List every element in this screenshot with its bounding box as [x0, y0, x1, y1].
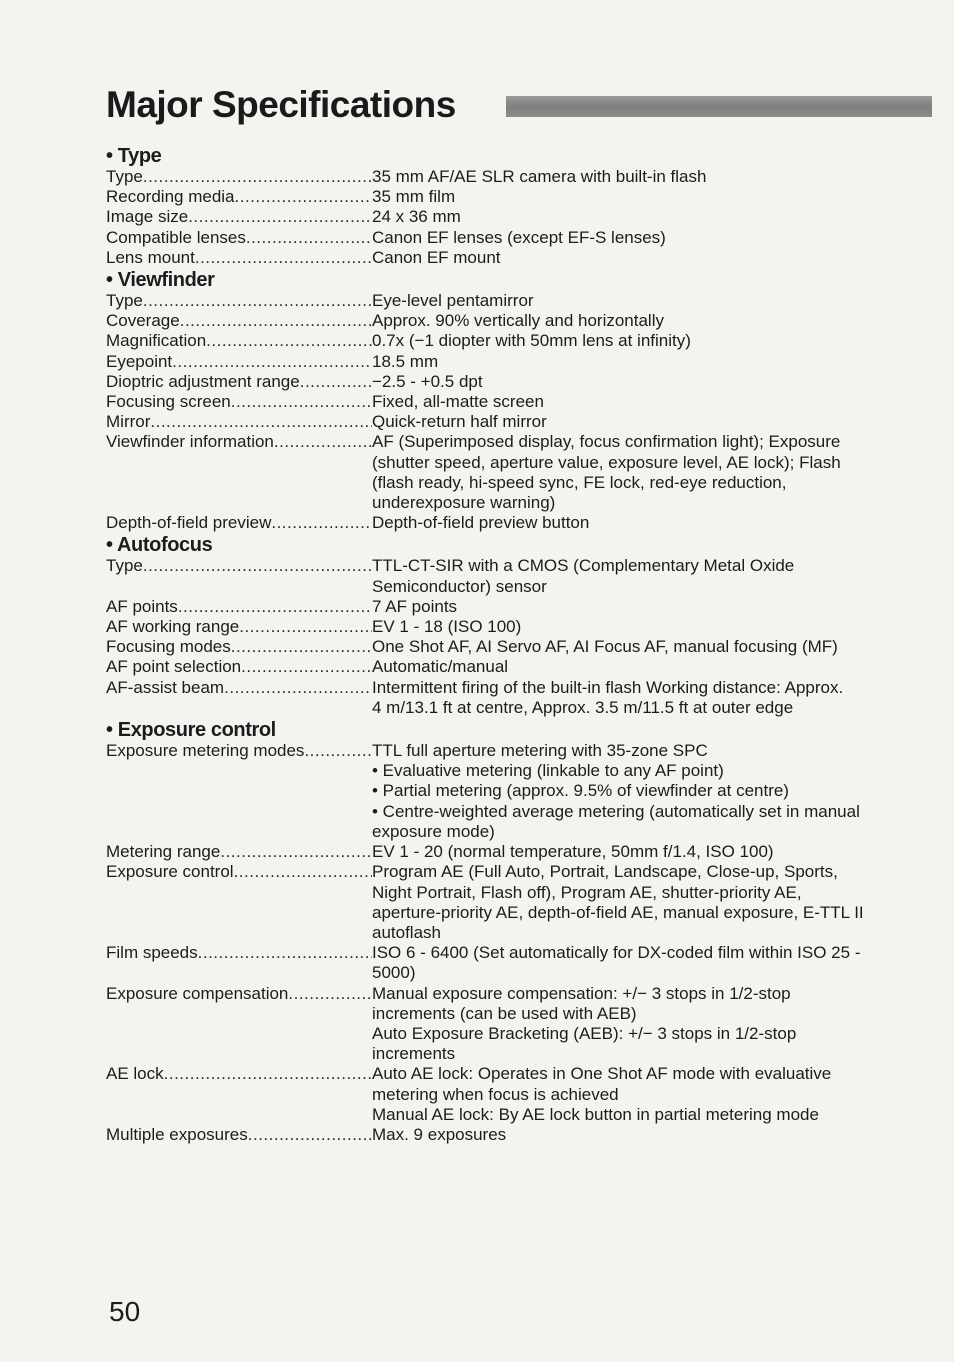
spec-label-cell	[106, 984, 372, 1004]
spec-label: AF point selection	[106, 657, 242, 677]
spec-label-cell	[106, 311, 372, 331]
spec-value-line: TTL full aperture metering with 35-zone SPC	[372, 741, 708, 761]
spec-row	[106, 862, 936, 943]
spec-value	[372, 291, 936, 311]
spec-value-line: One Shot AF, AI Servo AF, AI Focus AF, manual focusing (MF)	[372, 637, 838, 657]
spec-row	[106, 984, 936, 1065]
dot-leader	[231, 637, 372, 657]
spec-value-line: 35 mm film	[372, 187, 456, 207]
spec-value-line: Manual AE lock: By AE lock button in partial metering mode	[372, 1104, 819, 1124]
spec-value-line: Automatic/manual	[372, 657, 509, 677]
spec-label-cell	[106, 352, 372, 372]
dot-leader	[239, 617, 372, 637]
dot-leader	[180, 311, 372, 331]
spec-row	[106, 311, 936, 331]
title-decorative-bar	[506, 96, 932, 117]
spec-value-line: Canon EF lenses (except EF-S lenses)	[372, 227, 666, 247]
spec-label: Focusing screen	[106, 392, 231, 412]
spec-value-line: (shutter speed, aperture value, exposure level, AE lock); Flash	[372, 452, 841, 472]
spec-label-cell	[106, 657, 372, 677]
spec-label: Film speeds	[106, 943, 198, 963]
spec-value-line: −2.5 - +0.5 dpt	[372, 371, 483, 391]
spec-label: Exposure control	[106, 862, 234, 882]
dot-leader	[234, 862, 372, 882]
spec-value	[372, 207, 936, 227]
page-number: 50	[109, 1296, 141, 1327]
spec-value-line: increments (can be used with AEB)	[372, 1003, 637, 1023]
spec-label: Type	[106, 167, 143, 186]
spec-label-cell	[106, 597, 372, 617]
spec-row	[106, 187, 936, 207]
spec-value-line: Semiconductor) sensor	[372, 576, 547, 596]
page-title: Major Specifications	[106, 84, 456, 125]
spec-label: Eyepoint	[106, 351, 173, 371]
spec-label-cell	[106, 167, 372, 187]
spec-label: Viewfinder information	[106, 432, 274, 452]
spec-label-cell	[106, 207, 372, 227]
spec-label-cell	[106, 637, 372, 657]
spec-value-line: • Centre-weighted average metering (automatically set in manual	[372, 801, 860, 821]
spec-value-line: • Evaluative metering (linkable to any AF point)	[372, 761, 724, 781]
spec-row	[106, 637, 936, 657]
spec-value-line: Manual exposure compensation: +/− 3 stops in 1/2-stop	[372, 983, 791, 1003]
spec-label: Recording media	[106, 187, 235, 207]
spec-value-line: EV 1 - 20 (normal temperature, 50mm f/1.4, ISO 100)	[372, 842, 774, 862]
dot-leader	[195, 248, 372, 268]
dot-leader	[164, 1064, 372, 1084]
dot-leader	[143, 291, 372, 311]
spec-value-line: Program AE (Full Auto, Portrait, Landscape, Close-up, Sports,	[372, 862, 838, 882]
spec-value	[372, 943, 936, 983]
dot-leader	[143, 167, 372, 187]
section-type	[106, 145, 936, 268]
spec-value	[372, 392, 936, 412]
spec-value-line: exposure mode)	[372, 821, 495, 841]
spec-value-line: metering when focus is achieved	[372, 1084, 619, 1104]
spec-value-line: TTL-CT-SIR with a CMOS (Complementary Metal Oxide	[372, 556, 795, 576]
spec-label: Exposure compensation	[106, 983, 289, 1003]
spec-value	[372, 432, 936, 513]
spec-value-line: Eye-level pentamirror	[372, 291, 534, 311]
spec-row	[106, 207, 936, 227]
spec-value-line: 24 x 36 mm	[372, 207, 461, 227]
spec-label: Coverage	[106, 311, 180, 331]
spec-label-cell	[106, 842, 372, 862]
section-heading: • Autofocus	[106, 534, 213, 557]
dot-leader	[304, 741, 372, 761]
spec-row	[106, 678, 936, 718]
spec-value	[372, 556, 936, 596]
dot-leader	[231, 392, 372, 412]
dot-leader	[300, 372, 372, 392]
dot-leader	[172, 352, 372, 372]
spec-row	[106, 657, 936, 677]
dot-leader	[224, 678, 372, 698]
spec-value-line: AF (Superimposed display, focus confirmation light); Exposure	[372, 432, 841, 452]
spec-value-line: 5000)	[372, 963, 416, 983]
spec-row	[106, 248, 936, 268]
spec-label: AF points	[106, 596, 178, 616]
spec-label: Lens mount	[106, 247, 195, 267]
spec-label: Exposure metering modes	[106, 741, 305, 761]
dot-leader	[271, 513, 372, 533]
section-viewfinder	[106, 269, 936, 533]
spec-value-line: • Partial metering (approx. 9.5% of viewfinder at centre)	[372, 781, 789, 801]
spec-label-cell	[106, 432, 372, 452]
spec-value	[372, 741, 936, 842]
spec-value-line: Approx. 90% vertically and horizontally	[372, 311, 664, 331]
spec-label-cell	[106, 617, 372, 637]
spec-label-cell	[106, 1064, 372, 1084]
spec-value-line: 0.7x (−1 diopter with 50mm lens at infinity)	[372, 331, 691, 351]
spec-value	[372, 228, 936, 248]
spec-label-cell	[106, 513, 372, 533]
spec-row	[106, 943, 936, 983]
spec-value	[372, 167, 936, 187]
dot-leader	[178, 597, 372, 617]
spec-value-line: 35 mm AF/AE SLR camera with built-in flash	[372, 167, 707, 186]
dot-leader	[248, 1125, 372, 1145]
spec-value-line: Night Portrait, Flash off), Program AE, shutter-priority AE,	[372, 882, 802, 902]
spec-value	[372, 862, 936, 943]
spec-value-line: underexposure warning)	[372, 493, 556, 513]
spec-value	[372, 412, 936, 432]
dot-leader	[198, 943, 372, 963]
spec-value	[372, 984, 936, 1065]
spec-label-cell	[106, 741, 372, 761]
dot-leader	[246, 228, 372, 248]
spec-label: Magnification	[106, 331, 207, 351]
spec-label: Dioptric adjustment range	[106, 371, 300, 391]
dot-leader	[288, 984, 372, 1004]
spec-value-line: Auto Exposure Bracketing (AEB): +/− 3 stops in 1/2-stop	[372, 1023, 797, 1043]
dot-leader	[150, 412, 372, 432]
spec-row	[106, 228, 936, 248]
spec-label-cell	[106, 943, 372, 963]
spec-label: AF working range	[106, 617, 240, 637]
spec-row	[106, 741, 936, 842]
dot-leader	[206, 331, 372, 351]
spec-value-line: 7 AF points	[372, 596, 458, 616]
spec-value-line: (flash ready, hi-speed sync, FE lock, red-eye reduction,	[372, 472, 787, 492]
spec-label-cell	[106, 291, 372, 311]
spec-label: Multiple exposures	[106, 1124, 248, 1144]
spec-value-line: Intermittent firing of the built-in flash Working distance: Approx.	[372, 677, 844, 697]
spec-row	[106, 291, 936, 311]
spec-value	[372, 311, 936, 331]
spec-value	[372, 678, 936, 718]
spec-label: Mirror	[106, 412, 151, 432]
spec-row	[106, 331, 936, 351]
spec-row	[106, 1125, 936, 1145]
spec-row	[106, 1064, 936, 1125]
spec-row	[106, 597, 936, 617]
spec-label-cell	[106, 1125, 372, 1145]
spec-value	[372, 637, 936, 657]
spec-label-cell	[106, 187, 372, 207]
spec-value	[372, 597, 936, 617]
spec-label: Type	[106, 556, 143, 576]
spec-label-cell	[106, 862, 372, 882]
spec-label-cell	[106, 556, 372, 576]
specifications-list	[106, 144, 936, 1145]
spec-label: Focusing modes	[106, 637, 231, 657]
section-exposure-control	[106, 719, 936, 1145]
spec-label: Compatible lenses	[106, 227, 246, 247]
spec-row	[106, 392, 936, 412]
spec-label: Depth-of-field preview	[106, 513, 272, 533]
spec-value	[372, 842, 936, 862]
dot-leader	[235, 187, 372, 207]
dot-leader	[220, 842, 372, 862]
spec-value-line: 18.5 mm	[372, 351, 439, 371]
spec-row	[106, 513, 936, 533]
spec-label-cell	[106, 392, 372, 412]
spec-row	[106, 617, 936, 637]
spec-label-cell	[106, 248, 372, 268]
spec-value-line: increments	[372, 1044, 456, 1064]
section-autofocus	[106, 534, 936, 718]
spec-value-line: 4 m/13.1 ft at centre, Approx. 3.5 m/11.5 ft at outer edge	[372, 697, 794, 717]
spec-row	[106, 842, 936, 862]
section-heading: • Type	[106, 145, 162, 167]
spec-label: AE lock	[106, 1064, 164, 1084]
spec-value-line: Quick-return half mirror	[372, 412, 547, 432]
spec-value	[372, 1064, 936, 1125]
spec-label: AF-assist beam	[106, 677, 225, 697]
spec-label-cell	[106, 412, 372, 432]
spec-value	[372, 331, 936, 351]
spec-row	[106, 167, 936, 187]
spec-label: Metering range	[106, 842, 221, 862]
dot-leader	[188, 207, 372, 227]
dot-leader	[143, 556, 372, 576]
spec-row	[106, 432, 936, 513]
spec-value	[372, 1125, 936, 1145]
spec-value	[372, 372, 936, 392]
spec-value	[372, 187, 936, 207]
spec-value-line: autoflash	[372, 922, 441, 942]
spec-label: Type	[106, 291, 143, 311]
spec-value-line: Depth-of-field preview button	[372, 513, 590, 533]
spec-value	[372, 513, 936, 533]
spec-label: Image size	[106, 207, 189, 227]
spec-label-cell	[106, 678, 372, 698]
dot-leader	[241, 657, 372, 677]
spec-value-line: aperture-priority AE, depth-of-field AE, manual exposure, E-TTL II	[372, 902, 864, 922]
section-heading: • Viewfinder	[106, 269, 215, 292]
spec-value	[372, 657, 936, 677]
spec-row	[106, 352, 936, 372]
spec-label-cell	[106, 331, 372, 351]
spec-value-line: Fixed, all-matte screen	[372, 392, 544, 412]
spec-value-line: EV 1 - 18 (ISO 100)	[372, 617, 522, 637]
spec-value-line: Canon EF mount	[372, 247, 501, 267]
section-heading: • Exposure control	[106, 719, 276, 742]
spec-value	[372, 248, 936, 268]
spec-row	[106, 372, 936, 392]
spec-row	[106, 556, 936, 596]
spec-value-line: Max. 9 exposures	[372, 1124, 507, 1144]
spec-value-line: ISO 6 - 6400 (Set automatically for DX-coded film within ISO 25 -	[372, 943, 861, 963]
spec-label-cell	[106, 228, 372, 248]
spec-value	[372, 352, 936, 372]
spec-value-line: Auto AE lock: Operates in One Shot AF mode with evaluative	[372, 1064, 832, 1084]
dot-leader	[274, 432, 372, 452]
spec-value	[372, 617, 936, 637]
spec-label-cell	[106, 372, 372, 392]
spec-row	[106, 412, 936, 432]
